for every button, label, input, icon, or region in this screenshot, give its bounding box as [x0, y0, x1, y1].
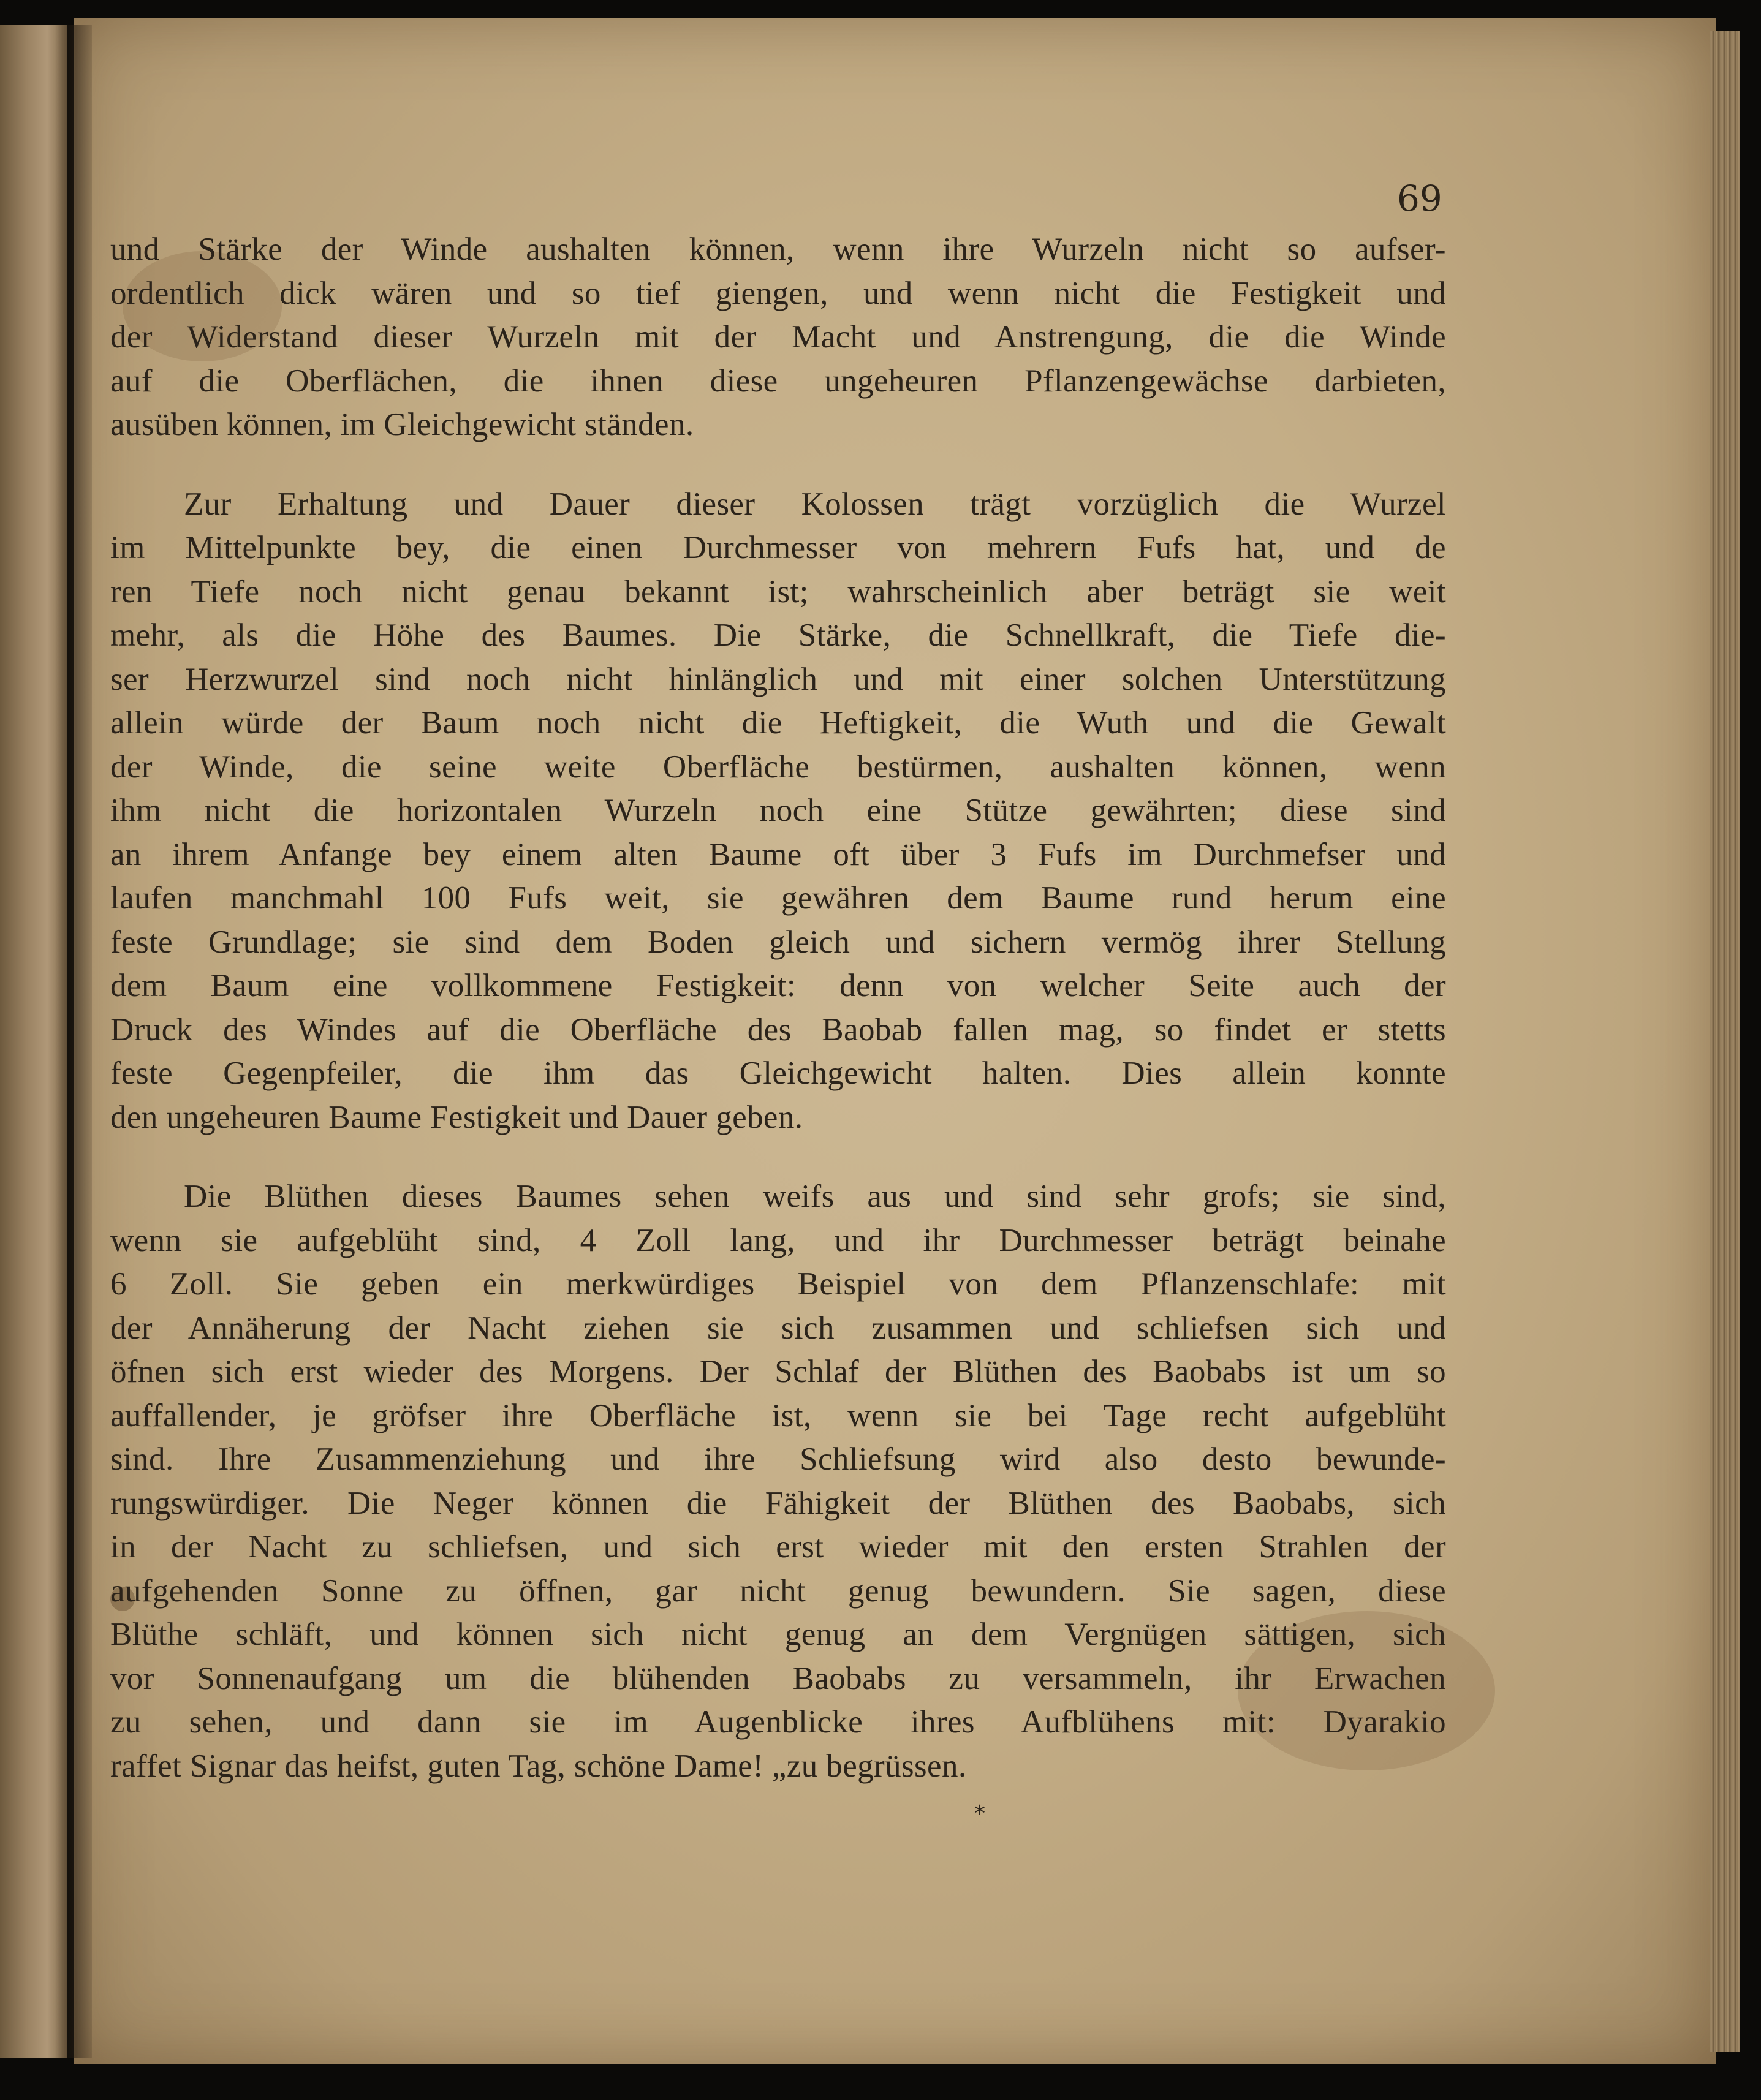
text-line: ser Herzwurzel sind noch nicht hinlänglich und mit einer solchen Unterstützung — [110, 661, 1446, 697]
text-line: der Annäherung der Nacht ziehen sie sich zusammen und schliefsen sich und — [110, 1310, 1446, 1346]
text-line: den ungeheuren Baume Festigkeit und Dauer geben. — [110, 1099, 803, 1135]
text-line: Zur Erhaltung und Dauer dieser Kolossen trägt vorzüglich die Wurzel — [184, 486, 1446, 522]
page-number: 69 — [1397, 178, 1442, 219]
text-line: Die Blüthen dieses Baumes sehen weifs aus und sind sehr grofs; sie sind, — [184, 1179, 1446, 1214]
text-line: raffet Signar das heifst, guten Tag, schöne Dame! „zu begrüssen. — [110, 1748, 967, 1784]
text-line: feste Grundlage; sie sind dem Boden gleich und sichern vermög ihrer Stellung — [110, 924, 1446, 960]
text-line: auf die Oberflächen, die ihnen diese ungeheuren Pflanzengewächse darbieten, — [110, 363, 1446, 399]
text-line: feste Gegenpfeiler, die ihm das Gleichgewicht halten. Dies allein konnte — [110, 1056, 1446, 1091]
paragraph-1 — [110, 228, 1446, 447]
body-text — [110, 228, 1446, 1788]
text-line: rungswürdiger. Die Neger können die Fähigkeit der Blüthen des Baobabs, sich — [110, 1485, 1446, 1521]
text-line: vor Sonnenaufgang um die blühenden Baobabs zu versammeln, ihr Erwachen — [110, 1660, 1446, 1696]
text-line: wenn sie aufgeblüht sind, 4 Zoll lang, und ihr Durchmesser beträgt beinahe — [110, 1222, 1446, 1258]
text-line: ren Tiefe noch nicht genau bekannt ist; wahrscheinlich aber beträgt sie weit — [110, 573, 1446, 610]
text-line: sind. Ihre Zusammenziehung und ihre Schliefsung wird also desto bewunde- — [110, 1441, 1446, 1477]
text-line: an ihrem Anfange bey einem alten Baume oft über 3 Fufs im Durchmefser und — [110, 836, 1446, 872]
text-line: öfnen sich erst wieder des Morgens. Der Schlaf der Blüthen des Baobabs ist um so — [110, 1354, 1446, 1389]
text-line: laufen manchmahl 100 Fufs weit, sie gewähren dem Baume rund herum eine — [110, 880, 1446, 916]
text-line: Druck des Windes auf die Oberfläche des Baobab fallen mag, so findet er stetts — [110, 1011, 1446, 1048]
paragraph-3 — [110, 1175, 1446, 1788]
text-line: allein würde der Baum noch nicht die Heftigkeit, die Wuth und die Gewalt — [110, 705, 1446, 741]
text-line: mehr, als die Höhe des Baumes. Die Stärke, die Schnellkraft, die Tiefe die- — [110, 618, 1446, 653]
text-line: aufgehenden Sonne zu öffnen, gar nicht genug bewundern. Sie sagen, diese — [110, 1573, 1446, 1609]
binding-gutter — [55, 25, 92, 2058]
text-line: dem Baum eine vollkommene Festigkeit: denn von welcher Seite auch der — [110, 968, 1446, 1003]
page-fore-edge — [1710, 31, 1740, 2052]
paragraph-2 — [110, 483, 1446, 1140]
text-line: ausüben können, im Gleichgewicht ständen. — [110, 407, 694, 442]
text-line: der Winde, die seine weite Oberfläche bestürmen, aushalten können, wenn — [110, 749, 1446, 785]
text-line: 6 Zoll. Sie geben ein merkwürdiges Beispiel von dem Pflanzenschlafe: mit — [110, 1266, 1446, 1302]
text-line: in der Nacht zu schliefsen, und sich erst wieder mit den ersten Strahlen der — [110, 1529, 1446, 1565]
text-line: ihm nicht die horizontalen Wurzeln noch eine Stütze gewährten; diese sind — [110, 793, 1446, 828]
end-ornament: * — [974, 1801, 985, 1826]
text-line: im Mittelpunkte bey, die einen Durchmesser von mehrern Fufs hat, und de — [110, 530, 1446, 565]
text-line: Blüthe schläft, und können sich nicht genug an dem Vergnügen sättigen, sich — [110, 1617, 1446, 1652]
text-line: zu sehen, und dann sie im Augenblicke ihres Aufblühens mit: Dyarakio — [110, 1704, 1446, 1740]
text-line: und Stärke der Winde aushalten können, wenn ihre Wurzeln nicht so aufser- — [110, 232, 1446, 267]
text-line: ordentlich dick wären und so tief giengen, und wenn nicht die Festigkeit und — [110, 275, 1446, 311]
text-line: der Widerstand dieser Wurzeln mit der Macht und Anstrengung, die die Winde — [110, 319, 1446, 355]
text-line: auffallender, je gröfser ihre Oberfläche ist, wenn sie bei Tage recht aufgeblüht — [110, 1397, 1446, 1433]
